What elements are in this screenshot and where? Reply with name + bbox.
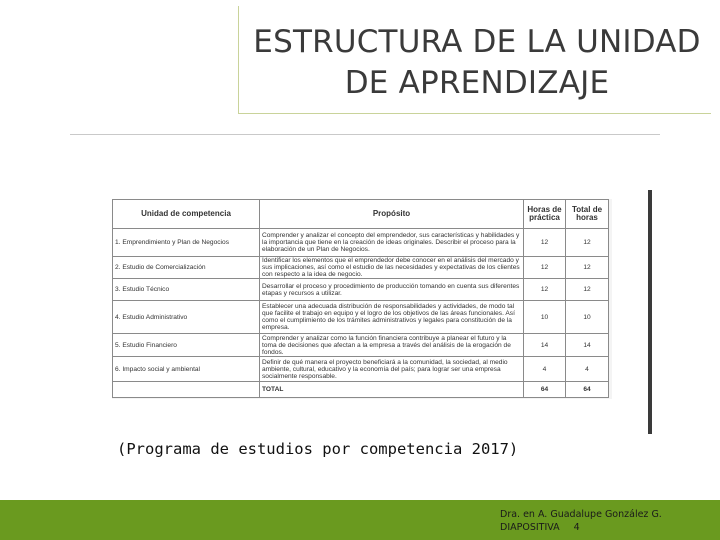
header-unit: Unidad de competencia	[113, 200, 260, 229]
footer-slide-info	[500, 521, 662, 534]
total-hours-cell: 10	[566, 301, 609, 334]
table-caption: (Programa de estudios por competencia 2017)	[117, 440, 519, 458]
footer-slide-number: 4	[573, 522, 580, 533]
footer-slide-label: DIAPOSITIVA	[500, 522, 560, 533]
total-hours-cell: 12	[566, 257, 609, 279]
purpose-cell: Definir de qué manera el proyecto beneficiará a la comunidad, la sociedad, al medio ambiente, cultural, educativo y la economía del país; para lograr ser una empresa socialmente responsable.	[260, 357, 524, 382]
practice-hours-cell: 12	[524, 279, 566, 301]
slide-title-line-1: ESTRUCTURA DE LA UNIDAD	[253, 24, 701, 60]
purpose-cell: Desarrollar el proceso y procedimiento de producción tomando en cuenta sus diferentes etapas y recursos a utilizar.	[260, 279, 524, 301]
unit-cell: 5. Estudio Financiero	[113, 334, 260, 357]
unit-cell: 6. Impacto social y ambiental	[113, 357, 260, 382]
unit-cell: 3. Estudio Técnico	[113, 279, 260, 301]
total-hours-cell: 12	[566, 229, 609, 257]
purpose-cell: Identificar los elementos que el emprendedor debe conocer en el análisis del mercado y sus implicaciones, así como el estudio de las necesidades y expectativas de los clientes con respecto a la idea de negocio.	[260, 257, 524, 279]
total-hours-cell: 4	[566, 357, 609, 382]
competency-table-image	[112, 199, 612, 399]
title-divider	[70, 134, 660, 135]
table-row	[113, 301, 609, 334]
total-hours-cell: 14	[566, 334, 609, 357]
purpose-cell: Comprender y analizar como la función financiera contribuye a planear el futuro y la toma de decisiones que afectan a la empresa a través del análisis de la erogación de fondos.	[260, 334, 524, 357]
practice-hours-cell: 14	[524, 334, 566, 357]
total-empty-cell	[113, 382, 260, 398]
footer-author: Dra. en A. Guadalupe González G.	[500, 509, 662, 520]
unit-cell: 2. Estudio de Comercialización	[113, 257, 260, 279]
table-row	[113, 229, 609, 257]
competency-table	[112, 199, 609, 398]
header-purpose: Propósito	[260, 200, 524, 229]
header-practice-hours: Horas de práctica	[524, 200, 566, 229]
unit-cell: 1. Emprendimiento y Plan de Negocios	[113, 229, 260, 257]
footer-text	[500, 508, 662, 534]
practice-hours-cell: 12	[524, 229, 566, 257]
vertical-accent-bar	[648, 190, 652, 434]
table-row	[113, 357, 609, 382]
total-hours: 64	[566, 382, 609, 398]
purpose-cell: Establecer una adecuada distribución de responsabilidades y actividades, de modo tal que facilite el trabajo en equipo y el logro de los objetivos de las áreas funcionales. Así como el cumplimiento de los trámites administrativos y legales para constitución de la empresa.	[260, 301, 524, 334]
practice-hours-cell: 10	[524, 301, 566, 334]
table-total-row	[113, 382, 609, 398]
total-label: TOTAL	[260, 382, 524, 398]
practice-hours-cell: 12	[524, 257, 566, 279]
table-row	[113, 334, 609, 357]
purpose-cell: Comprender y analizar el concepto del emprendedor, sus características y habilidades y la importancia que tiene en la creación de ideas originales. Describir el proceso para la elaboración de un Plan de Negocios.	[260, 229, 524, 257]
unit-cell: 4. Estudio Administrativo	[113, 301, 260, 334]
total-hours-cell: 12	[566, 279, 609, 301]
table-row	[113, 257, 609, 279]
table-row	[113, 279, 609, 301]
total-practice-hours: 64	[524, 382, 566, 398]
slide-title-line-2: DE APRENDIZAJE	[344, 65, 610, 101]
practice-hours-cell: 4	[524, 357, 566, 382]
header-total-hours: Total de horas	[566, 200, 609, 229]
table-header-row	[113, 200, 609, 229]
